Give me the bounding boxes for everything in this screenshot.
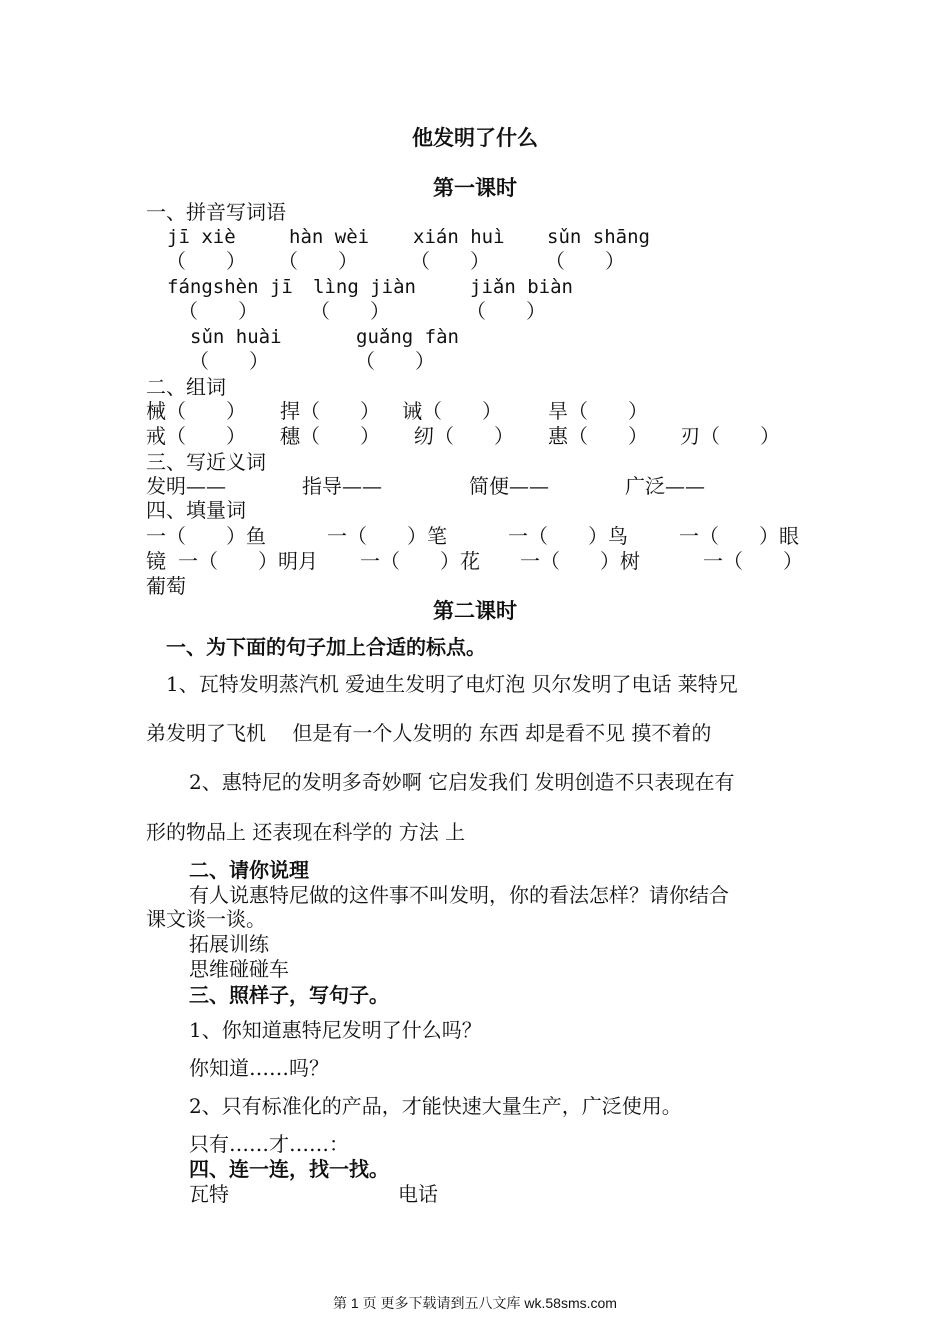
- sec1-heading: 一、拼音写词语: [146, 200, 286, 224]
- synonym-item: 简便——: [469, 474, 549, 498]
- synonym-item: 广泛——: [625, 474, 705, 498]
- paragraph-line: 1、你知道惠特尼发明了什么吗？: [189, 1018, 482, 1042]
- pinyin-item: xián huì: [413, 226, 505, 248]
- answer-paren: （ ）: [466, 299, 546, 323]
- measure-item: 一（ ）: [703, 549, 803, 573]
- zuci-item: 捍（ ）: [280, 399, 380, 423]
- pinyin-item: guǎng fàn: [356, 326, 459, 348]
- match-left: 瓦特: [189, 1182, 229, 1206]
- paragraph-line: 形的物品上 还表现在科学的 方法 上: [146, 820, 466, 844]
- sec4-heading: 四、填量词: [146, 498, 246, 522]
- lesson2-heading: 第二课时: [433, 598, 517, 623]
- measure-item: 一（ ）明月: [178, 549, 318, 573]
- answer-paren: （ ）: [410, 249, 490, 273]
- measure-item: 一（ ）花: [360, 549, 480, 573]
- zuci-item: 戒（ ）: [146, 424, 246, 448]
- zuci-item: 纫（ ）: [414, 424, 514, 448]
- answer-paren: （ ）: [355, 349, 435, 373]
- l2-sec2-heading: 二、请你说理: [189, 858, 309, 882]
- synonym-item: 发明——: [146, 474, 226, 498]
- lesson1-heading: 第一课时: [433, 175, 517, 200]
- pinyin-item: hàn wèi: [289, 226, 370, 248]
- document-title: 他发明了什么: [412, 125, 538, 150]
- pinyin-item: lìng jiàn: [313, 276, 416, 298]
- synonym-item: 指导——: [302, 474, 382, 498]
- l2-sec4-heading: 四、连一连，找一找。: [189, 1157, 389, 1181]
- zuci-item: 旱（ ）: [548, 399, 648, 423]
- answer-paren: （ ）: [278, 249, 358, 273]
- zuci-item: 穗（ ）: [280, 424, 380, 448]
- zuci-item: 械（ ）: [146, 399, 246, 423]
- page-footer: 第 1 页 更多下载请到五八文库 wk.58sms.com: [333, 1295, 617, 1311]
- answer-paren: （ ）: [178, 299, 258, 323]
- pinyin-item: sǔn huài: [190, 326, 282, 348]
- paragraph-line: 拓展训练: [189, 932, 269, 956]
- pinyin-item: jī xiè: [167, 226, 236, 248]
- measure-item: 一（ ）鸟: [508, 524, 628, 548]
- l2-sec3-heading: 三、照样子，写句子。: [189, 983, 389, 1007]
- paragraph-line: 你知道……吗？: [189, 1056, 329, 1080]
- paragraph-line: 2、惠特尼的发明多奇妙啊 它启发我们 发明创造不只表现在有: [189, 770, 735, 794]
- answer-paren: （ ）: [166, 249, 246, 273]
- paragraph-line: 有人说惠特尼做的这件事不叫发明，你的看法怎样？请你结合: [189, 883, 729, 907]
- sec3-heading: 三、写近义词: [146, 450, 266, 474]
- zuci-item: 诫（ ）: [402, 399, 502, 423]
- match-right: 电话: [398, 1182, 438, 1206]
- zuci-item: 惠（ ）: [548, 424, 648, 448]
- pinyin-item: jiǎn biàn: [470, 276, 573, 298]
- answer-paren: （ ）: [545, 249, 625, 273]
- paragraph-line: 思维碰碰车: [189, 957, 289, 981]
- measure-item: 一（ ）树: [520, 549, 640, 573]
- answer-paren: （ ）: [310, 299, 390, 323]
- zuci-item: 刃（ ）: [680, 424, 780, 448]
- measure-item: 一（ ）眼: [679, 524, 799, 548]
- pinyin-item: fángshèn jī: [167, 276, 293, 298]
- l2-sec1-heading: 一、为下面的句子加上合适的标点。: [166, 635, 486, 659]
- paragraph-line: 课文谈一谈。: [146, 907, 266, 931]
- paragraph-line: 弟发明了飞机 但是有一个人发明的 东西 却是看不见 摸不着的: [146, 721, 712, 745]
- measure-item: 一（ ）笔: [327, 524, 447, 548]
- answer-paren: （ ）: [189, 349, 269, 373]
- sec2-heading: 二、组词: [146, 375, 226, 399]
- pinyin-item: sǔn shāng: [547, 226, 650, 248]
- measure-item: 镜: [146, 549, 166, 573]
- paragraph-line: 2、只有标准化的产品，才能快速大量生产，广泛使用。: [189, 1094, 682, 1118]
- measure-item: 一（ ）鱼: [146, 524, 266, 548]
- paragraph-line: 只有……才……：: [189, 1132, 349, 1156]
- paragraph-line: 1、瓦特发明蒸汽机 爱迪生发明了电灯泡 贝尔发明了电话 莱特兄: [166, 672, 738, 696]
- measure-item: 葡萄: [146, 574, 186, 598]
